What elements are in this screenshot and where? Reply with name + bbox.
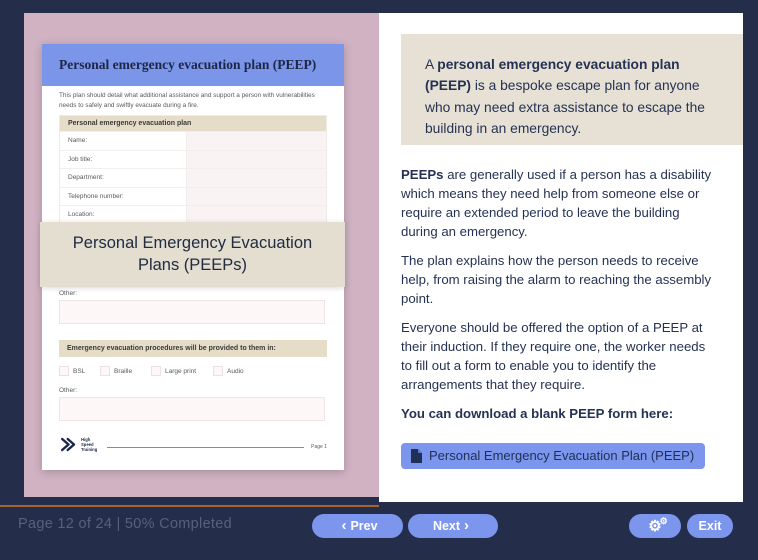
form-page-number: Page 1 — [311, 444, 327, 450]
checkbox-audio: Audio — [213, 366, 244, 376]
checkbox-icon — [151, 366, 161, 376]
prev-button[interactable]: ‹ Prev — [312, 514, 403, 538]
form-description: This plan should detail what additional assistance and support a person with vulnerabilities needs to safely and swiftly evacuate during a fire. — [59, 92, 315, 110]
chevron-right-icon: › — [464, 516, 470, 534]
next-button[interactable]: Next › — [408, 514, 498, 538]
download-peep-form-button[interactable]: Personal Emergency Evacuation Plan (PEEP) — [401, 443, 705, 469]
form-title: Personal emergency evacuation plan (PEEP) — [59, 57, 317, 72]
chevron-left-icon: ‹ — [341, 516, 347, 534]
form-table-header: Personal emergency evacuation plan — [60, 116, 326, 131]
high-speed-training-chevrons-icon — [59, 435, 78, 454]
accessibility-settings-button[interactable] — [629, 514, 681, 538]
definition-callout: A personal emergency evacuation plan (PEEP) is a bespoke escape plan for anyone who may need extra assistance to escape the building in an emergency. — [401, 34, 743, 145]
checkbox-icon — [59, 366, 69, 376]
form-title-banner — [42, 44, 344, 86]
table-row: Location: — [60, 205, 326, 224]
footer-rule — [107, 447, 304, 448]
logo-wordmark: High Speed Training — [81, 436, 98, 453]
exit-button[interactable]: Exit — [687, 514, 733, 538]
checkbox-braille: Braille — [100, 366, 151, 376]
procedures-header: Emergency evacuation procedures will be provided to them in: — [59, 340, 327, 357]
other-field — [59, 397, 325, 421]
course-progress-fill — [0, 505, 379, 507]
paragraph: The plan explains how the person needs to receive help, from raising the alarm to reaching the assembly point. — [401, 253, 712, 306]
table-row: Name: — [60, 131, 326, 150]
paragraph: Everyone should be offered the option of a PEEP at their induction. If they require one, the worker needs to fill out a form to enable you to identify the arrangements that they require. — [401, 320, 706, 392]
slide-image-panel — [24, 13, 379, 497]
other-field — [59, 300, 325, 324]
paragraph: PEEPs are generally used if a person has a disability which means they need help from someone else or require an extended period to leave the building during an emergency. — [401, 167, 712, 239]
form-footer — [59, 435, 327, 454]
download-prompt: You can download a blank PEEP form here: — [401, 406, 674, 421]
other-label: Other: — [59, 387, 78, 394]
lesson-body-text — [401, 165, 719, 469]
checkbox-icon — [213, 366, 223, 376]
format-checkboxes — [59, 366, 244, 376]
lesson-content-panel — [379, 13, 743, 502]
slide-title: Personal Emergency Evacuation Plans (PEEPs) — [72, 234, 313, 274]
other-label: Other: — [59, 290, 78, 297]
checkbox-icon — [100, 366, 110, 376]
table-row: Department: — [60, 168, 326, 187]
page-progress-status: Page 12 of 24 | 50% Completed — [18, 516, 232, 532]
high-speed-training-logo — [59, 435, 97, 454]
checkbox-bsl: BSL — [59, 366, 100, 376]
course-progress-bar — [0, 505, 758, 507]
slide-title-banner — [40, 222, 345, 287]
table-row: Job title: — [60, 150, 326, 169]
gears-icon: ⚙ ⚙ — [648, 515, 668, 535]
checkbox-large-print: Large print — [151, 366, 213, 376]
document-file-icon — [410, 449, 422, 463]
table-row: Telephone number: — [60, 187, 326, 206]
